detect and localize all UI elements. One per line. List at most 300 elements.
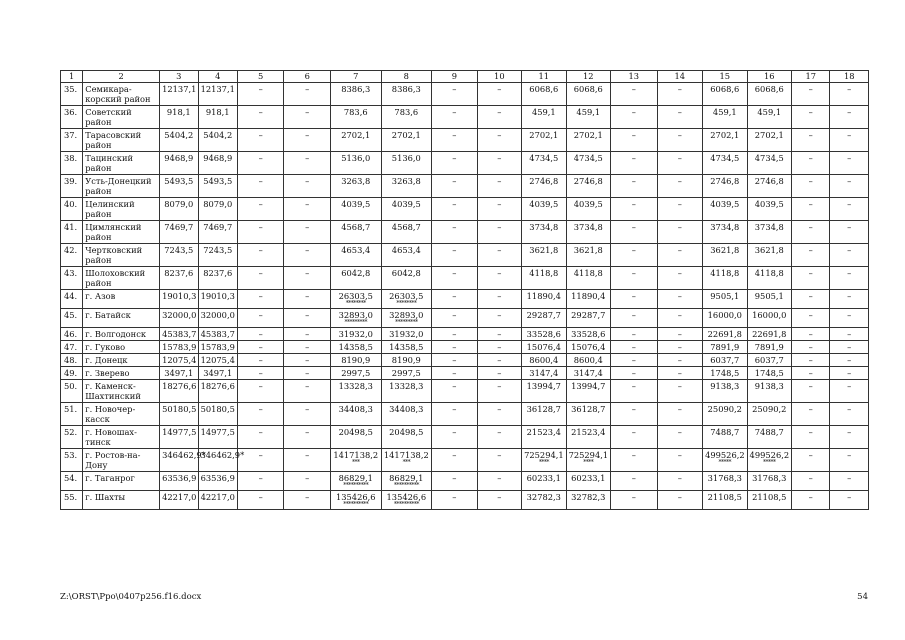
value-cell	[381, 491, 432, 510]
cell-text: 2702,1	[529, 130, 559, 140]
table-row	[61, 403, 869, 426]
cell-text: –	[677, 381, 682, 391]
cell-text: 42217,0	[162, 492, 197, 502]
cell-text: –	[808, 84, 813, 94]
cell-text: Цимлянский район	[85, 222, 142, 242]
empty-value-cell	[477, 221, 521, 244]
cell-text: 4039,5	[573, 199, 603, 209]
empty-value-cell	[284, 491, 331, 510]
empty-value-cell	[432, 221, 478, 244]
cell-text: 22691,8	[752, 329, 787, 339]
empty-value-cell	[432, 426, 478, 449]
empty-value-cell	[830, 426, 869, 449]
cell-text: –	[631, 368, 636, 378]
cell-text: –	[677, 199, 682, 209]
value-cell	[160, 403, 198, 426]
cell-text: –	[497, 130, 502, 140]
cell-text: г. Волгодонск	[85, 329, 147, 339]
row-number-cell	[61, 426, 83, 449]
cell-text: 4118,8	[573, 268, 603, 278]
cell-text: –	[305, 130, 310, 140]
cell-text: г. Новошах-тинск	[85, 427, 137, 447]
cell-text: 60233,1	[526, 473, 561, 483]
cell-text: –	[452, 268, 457, 278]
cell-text: Чертковский район	[85, 245, 143, 265]
cell-text: 8190,9	[341, 355, 371, 365]
empty-value-cell	[237, 472, 284, 491]
cell-text: –	[497, 404, 502, 414]
value-cell	[160, 309, 198, 328]
value-cell	[381, 309, 432, 328]
cell-text: 4039,5	[391, 199, 421, 209]
value-cell	[381, 106, 432, 129]
empty-value-cell	[657, 309, 703, 328]
value-cell	[198, 175, 237, 198]
cell-text: –	[631, 107, 636, 117]
cell-text: –	[452, 450, 457, 460]
cell-text: г. Каменск-Шахтинский	[85, 381, 141, 401]
empty-value-cell	[792, 221, 830, 244]
cell-text: 4039,5	[754, 199, 784, 209]
cell-text: 6068,6	[754, 84, 784, 94]
cell-text: –	[677, 342, 682, 352]
value-cell	[703, 354, 747, 367]
column-number-header: 5	[237, 71, 284, 83]
footer-file-path: Z:\ORST\Ppo\0407p256.f16.docx	[60, 592, 202, 602]
value-cell	[330, 309, 381, 328]
empty-value-cell	[657, 129, 703, 152]
empty-value-cell	[611, 83, 658, 106]
cell-text: –	[452, 355, 457, 365]
table-row	[61, 367, 869, 380]
cell-text: 37.	[64, 130, 78, 140]
empty-value-cell	[237, 244, 284, 267]
value-cell	[566, 244, 610, 267]
cell-text: –	[497, 342, 502, 352]
value-cell	[198, 426, 237, 449]
cell-text: 6042,8	[391, 268, 421, 278]
value-cell	[330, 106, 381, 129]
municipality-name-cell	[83, 244, 160, 267]
value-cell	[747, 328, 791, 341]
value-cell	[703, 244, 747, 267]
value-cell	[566, 403, 610, 426]
cell-text: 3621,8	[754, 245, 784, 255]
empty-value-cell	[657, 403, 703, 426]
empty-value-cell	[657, 267, 703, 290]
municipality-name-cell	[83, 367, 160, 380]
cell-text: 2746,8	[529, 176, 559, 186]
cell-text: 32893,0	[338, 310, 373, 320]
cell-text: 49.	[64, 368, 78, 378]
empty-value-cell	[477, 354, 521, 367]
cell-text: 32893,0	[389, 310, 424, 320]
empty-value-cell	[657, 426, 703, 449]
empty-value-cell	[477, 267, 521, 290]
value-cell	[160, 380, 198, 403]
cell-text: 4734,5	[754, 153, 784, 163]
empty-value-cell	[284, 244, 331, 267]
cell-text: 5136,0	[341, 153, 371, 163]
value-cell	[522, 106, 566, 129]
value-cell	[522, 267, 566, 290]
empty-value-cell	[830, 403, 869, 426]
cell-text: 2746,8	[754, 176, 784, 186]
value-cell	[198, 198, 237, 221]
value-cell	[160, 367, 198, 380]
cell-text: –	[808, 355, 813, 365]
empty-value-cell	[237, 367, 284, 380]
cell-text: 38.	[64, 153, 78, 163]
empty-value-cell	[657, 198, 703, 221]
value-cell	[522, 83, 566, 106]
empty-value-cell	[237, 426, 284, 449]
cell-text: 6042,8	[341, 268, 371, 278]
value-cell	[566, 354, 610, 367]
value-cell	[381, 290, 432, 309]
value-cell	[747, 380, 791, 403]
value-cell	[160, 267, 198, 290]
cell-text: 2702,1	[391, 130, 421, 140]
cell-text: 3621,8	[529, 245, 559, 255]
cell-text: –	[847, 153, 852, 163]
table-row	[61, 267, 869, 290]
value-cell	[381, 341, 432, 354]
cell-text: –	[847, 355, 852, 365]
cell-text: 8237,6	[164, 268, 194, 278]
cell-text: 31768,3	[707, 473, 742, 483]
cell-text: г. Шахты	[85, 492, 126, 502]
municipality-name-cell	[83, 328, 160, 341]
cell-text: 6037,7	[754, 355, 784, 365]
cell-text: 48.	[64, 355, 78, 365]
value-cell	[330, 221, 381, 244]
value-cell	[522, 309, 566, 328]
empty-value-cell	[830, 152, 869, 175]
empty-value-cell	[792, 309, 830, 328]
value-cell	[160, 328, 198, 341]
cell-text: 41.	[64, 222, 78, 232]
cell-text: 34408,3	[389, 404, 424, 414]
cell-text: –	[497, 381, 502, 391]
cell-text: 783,6	[394, 107, 419, 117]
cell-text: –	[808, 342, 813, 352]
cell-text: г. Зверево	[85, 368, 130, 378]
cell-text: 3621,8	[710, 245, 740, 255]
value-cell	[747, 309, 791, 328]
cell-text: –	[847, 107, 852, 117]
empty-value-cell	[477, 290, 521, 309]
empty-value-cell	[284, 198, 331, 221]
value-cell	[703, 328, 747, 341]
value-cell	[703, 367, 747, 380]
value-cell	[703, 290, 747, 309]
cell-text: –	[258, 222, 263, 232]
cell-text: –	[808, 222, 813, 232]
value-cell	[566, 83, 610, 106]
document-page	[60, 70, 869, 510]
cell-text: 3263,8	[391, 176, 421, 186]
empty-value-cell	[432, 491, 478, 510]
cell-text: 7891,9	[710, 342, 740, 352]
table-row	[61, 380, 869, 403]
value-cell	[198, 449, 245, 472]
value-cell	[703, 267, 747, 290]
cell-text: –	[305, 107, 310, 117]
cell-text: –	[497, 268, 502, 278]
empty-value-cell	[657, 83, 703, 106]
cell-text: 53.	[64, 450, 78, 460]
municipality-name-cell	[83, 175, 160, 198]
cell-text: 918,1	[205, 107, 230, 117]
value-cell	[747, 198, 791, 221]
cell-text: –	[677, 84, 682, 94]
empty-value-cell	[792, 472, 830, 491]
empty-value-cell	[611, 403, 658, 426]
cell-text: 7891,9	[754, 342, 784, 352]
empty-value-cell	[611, 491, 658, 510]
empty-value-cell	[477, 449, 521, 472]
empty-value-cell	[792, 152, 830, 175]
empty-value-cell	[237, 328, 284, 341]
value-cell	[160, 198, 198, 221]
cell-text: 1417138,2	[333, 450, 379, 460]
cell-text: 63536,9	[200, 473, 235, 483]
table-row	[61, 341, 869, 354]
cell-text: 3497,1	[164, 368, 194, 378]
cell-text: –	[305, 381, 310, 391]
municipality-name-cell	[83, 403, 160, 426]
empty-value-cell	[284, 175, 331, 198]
cell-text: 4734,5	[710, 153, 740, 163]
footer-page-number: 54	[857, 592, 868, 602]
cell-text: 7243,5	[164, 245, 194, 255]
value-cell	[747, 175, 791, 198]
cell-text: 21108,5	[707, 492, 742, 502]
municipality-name-cell	[83, 341, 160, 354]
cell-text: 16000,0	[752, 310, 787, 320]
empty-value-cell	[792, 290, 830, 309]
cell-text: 7469,7	[203, 222, 233, 232]
empty-value-cell	[611, 129, 658, 152]
empty-value-cell	[284, 341, 331, 354]
cell-text: 20498,5	[389, 427, 424, 437]
empty-value-cell	[611, 426, 658, 449]
empty-value-cell	[432, 328, 478, 341]
empty-value-cell	[792, 175, 830, 198]
value-cell	[381, 175, 432, 198]
empty-value-cell	[237, 491, 284, 510]
value-cell	[522, 129, 566, 152]
empty-value-cell	[830, 198, 869, 221]
value-cell	[522, 472, 566, 491]
empty-value-cell	[611, 267, 658, 290]
empty-value-cell	[792, 354, 830, 367]
empty-value-cell	[792, 83, 830, 106]
cell-text: Советский район	[85, 107, 132, 127]
cell-text: –	[305, 329, 310, 339]
cell-text: –	[497, 355, 502, 365]
footnote-marker: ***	[402, 459, 411, 466]
value-cell	[381, 152, 432, 175]
cell-text: –	[452, 176, 457, 186]
municipality-name-cell	[83, 491, 160, 510]
empty-value-cell	[432, 341, 478, 354]
value-cell	[522, 341, 566, 354]
cell-text: –	[808, 199, 813, 209]
value-cell	[522, 244, 566, 267]
municipality-name-cell	[83, 472, 160, 491]
empty-value-cell	[477, 175, 521, 198]
cell-text: –	[258, 176, 263, 186]
cell-text: –	[808, 176, 813, 186]
cell-text: 35.	[64, 84, 78, 94]
value-cell	[160, 152, 198, 175]
cell-text: 135426,6	[386, 492, 427, 502]
cell-text: 16000,0	[707, 310, 742, 320]
value-cell	[747, 367, 791, 380]
municipality-name-cell	[83, 83, 160, 106]
cell-text: –	[452, 381, 457, 391]
empty-value-cell	[284, 380, 331, 403]
value-cell	[330, 341, 381, 354]
cell-text: 14977,5	[162, 427, 197, 437]
cell-text: –	[808, 153, 813, 163]
empty-value-cell	[657, 175, 703, 198]
footnote-marker: **********	[343, 501, 369, 508]
value-cell	[522, 175, 566, 198]
cell-text: –	[847, 492, 852, 502]
cell-text: –	[258, 310, 263, 320]
value-cell	[330, 491, 381, 510]
empty-value-cell	[284, 354, 331, 367]
value-cell	[522, 354, 566, 367]
cell-text: 19010,3	[200, 291, 235, 301]
value-cell	[566, 290, 610, 309]
cell-text: –	[452, 404, 457, 414]
cell-text: –	[258, 329, 263, 339]
cell-text: –	[677, 176, 682, 186]
value-cell	[522, 221, 566, 244]
cell-text: 459,1	[531, 107, 556, 117]
value-cell	[160, 354, 198, 367]
cell-text: –	[497, 245, 502, 255]
row-number-cell	[61, 403, 83, 426]
value-cell	[566, 491, 610, 510]
cell-text: –	[452, 199, 457, 209]
cell-text: 19010,3	[162, 291, 197, 301]
value-cell	[522, 491, 566, 510]
cell-text: –	[305, 342, 310, 352]
municipality-name-cell	[83, 267, 160, 290]
cell-text: 9505,1	[710, 291, 740, 301]
value-cell	[703, 341, 747, 354]
value-cell	[160, 449, 206, 472]
cell-text: 6068,6	[710, 84, 740, 94]
cell-text: –	[847, 176, 852, 186]
cell-text: 86829,1	[338, 473, 373, 483]
cell-text: 8386,3	[391, 84, 421, 94]
value-cell	[198, 244, 237, 267]
table-row	[61, 198, 869, 221]
value-cell	[381, 367, 432, 380]
cell-text: –	[631, 153, 636, 163]
cell-text: –	[305, 268, 310, 278]
empty-value-cell	[830, 175, 869, 198]
row-number-cell	[61, 152, 83, 175]
row-number-cell	[61, 328, 83, 341]
cell-text: –	[677, 404, 682, 414]
cell-text: 45383,7	[162, 329, 197, 339]
cell-text: 13994,7	[571, 381, 606, 391]
cell-text: –	[847, 291, 852, 301]
cell-text: 3147,4	[573, 368, 603, 378]
value-cell	[330, 129, 381, 152]
value-cell	[522, 198, 566, 221]
cell-text: 21523,4	[526, 427, 561, 437]
value-cell	[566, 426, 610, 449]
value-cell	[330, 354, 381, 367]
empty-value-cell	[284, 221, 331, 244]
cell-text: –	[305, 427, 310, 437]
value-cell	[522, 290, 566, 309]
value-cell	[566, 449, 610, 472]
cell-text: –	[631, 291, 636, 301]
empty-value-cell	[792, 129, 830, 152]
table-header-row	[61, 71, 869, 83]
empty-value-cell	[611, 152, 658, 175]
value-cell	[703, 426, 747, 449]
cell-text: –	[677, 427, 682, 437]
cell-text: 13994,7	[526, 381, 561, 391]
empty-value-cell	[237, 106, 284, 129]
cell-text: –	[497, 84, 502, 94]
cell-text: 15076,4	[571, 342, 606, 352]
empty-value-cell	[432, 152, 478, 175]
value-cell	[703, 449, 747, 472]
cell-text: –	[497, 153, 502, 163]
value-cell	[381, 83, 432, 106]
cell-text: 7469,7	[164, 222, 194, 232]
cell-text: 9505,1	[754, 291, 784, 301]
cell-text: г. Батайск	[85, 310, 131, 320]
column-number-header: 14	[657, 71, 703, 83]
cell-text: 346462,9*	[200, 450, 245, 460]
empty-value-cell	[237, 152, 284, 175]
cell-text: –	[452, 368, 457, 378]
cell-text: –	[631, 473, 636, 483]
value-cell	[160, 244, 198, 267]
empty-value-cell	[432, 309, 478, 328]
empty-value-cell	[432, 449, 478, 472]
cell-text: 7488,7	[710, 427, 740, 437]
cell-text: 459,1	[757, 107, 782, 117]
cell-text: 3734,8	[754, 222, 784, 232]
empty-value-cell	[477, 472, 521, 491]
cell-text: 4039,5	[529, 199, 559, 209]
cell-text: –	[305, 84, 310, 94]
cell-text: 45.	[64, 310, 78, 320]
row-number-cell	[61, 175, 83, 198]
cell-text: –	[452, 107, 457, 117]
municipality-name-cell	[83, 106, 160, 129]
cell-text: –	[808, 245, 813, 255]
empty-value-cell	[477, 328, 521, 341]
value-cell	[198, 341, 237, 354]
cell-text: 5136,0	[391, 153, 421, 163]
cell-text: 14358,5	[389, 342, 424, 352]
value-cell	[198, 106, 237, 129]
